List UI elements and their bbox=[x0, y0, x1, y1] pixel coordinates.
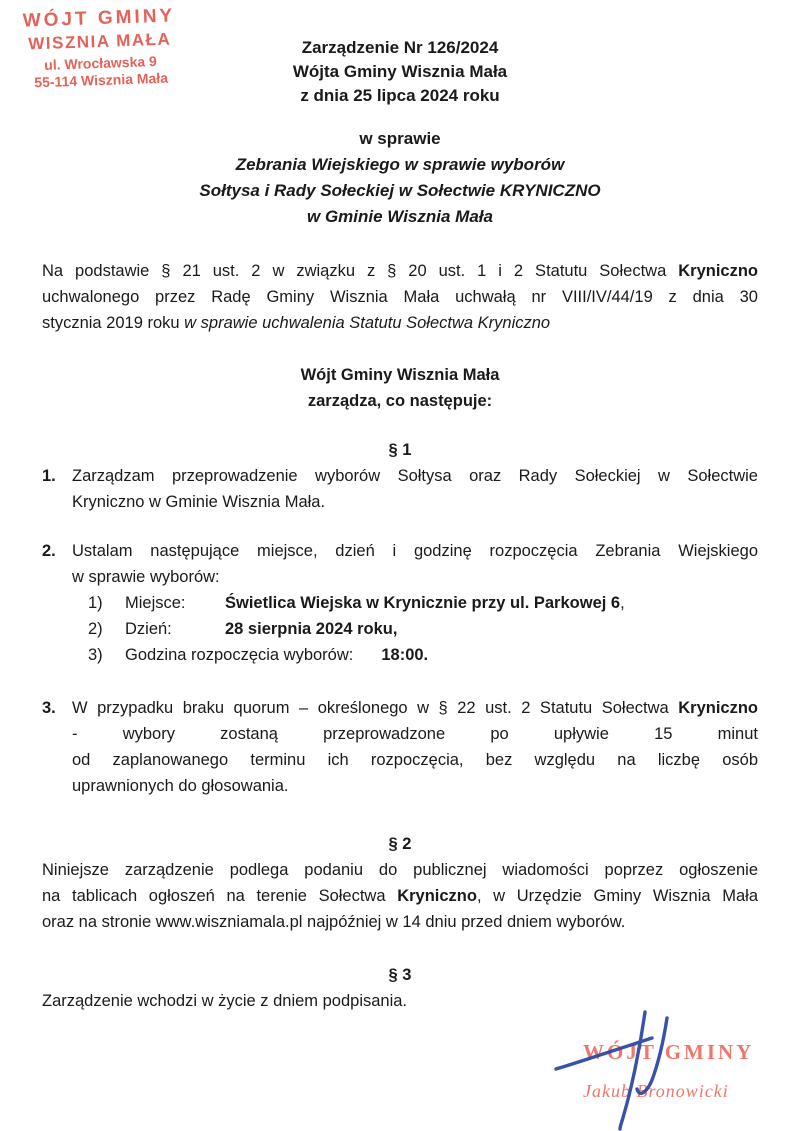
signature-stamp-title: WÓJT GMINY bbox=[583, 1040, 755, 1064]
paragraph-text-bold: Kryniczno bbox=[678, 699, 758, 717]
paragraph-text: na tablicach ogłoszeń na terenie Sołectwa bbox=[42, 887, 386, 905]
sub-item-number: 1) bbox=[88, 594, 103, 612]
document-subject bbox=[42, 126, 758, 230]
list-item-text bbox=[72, 463, 758, 515]
sub-item-label: Godzina rozpoczęcia wyborów: bbox=[125, 646, 354, 664]
paragraph-line: uprawnionych do głosowania. bbox=[72, 777, 289, 795]
order-heading bbox=[42, 362, 758, 414]
list-item-text bbox=[72, 695, 758, 799]
stamp-line: ul. Wrocławska 9 bbox=[43, 53, 158, 74]
paragraph-line: uchwalonego przez Radę Gminy Wisznia Mała uchwałą nr VIII/IV/44/19 z dnia 30 bbox=[42, 288, 758, 306]
list-item-number: 1. bbox=[42, 467, 56, 485]
subject-line: Sołtysa i Rady Sołeckiej w Sołectwie KRYNICZNO bbox=[199, 181, 601, 200]
subject-line: Zebrania Wiejskiego w sprawie wyborów bbox=[235, 155, 565, 174]
paragraph-line: Ustalam następujące miejsce, dzień i godzinę rozpoczęcia Zebrania Wiejskiego bbox=[72, 542, 758, 560]
sub-item-value-bold: 18:00. bbox=[381, 646, 429, 664]
paragraph-text: Na podstawie § 21 ust. 2 w związku z § 20 ust. 1 i 2 Statutu Sołectwa bbox=[42, 262, 667, 280]
title-line: Zarządzenie Nr 126/2024 bbox=[301, 38, 499, 57]
sub-item-value bbox=[381, 642, 428, 668]
paragraph-line: w sprawie wyborów: bbox=[72, 568, 220, 586]
sub-item-value-bold: 28 sierpnia 2024 roku, bbox=[225, 620, 398, 638]
section-3-heading: § 3 bbox=[388, 966, 412, 984]
sub-item-day bbox=[88, 616, 758, 642]
paragraph-line: oraz na stronie www.wiszniamala.pl najpóźniej w 14 dniu przed dniem wyborów. bbox=[42, 913, 626, 931]
paragraph-text: stycznia 2019 roku bbox=[42, 314, 180, 332]
subject-line: w Gminie Wisznia Mała bbox=[307, 207, 493, 226]
paragraph-line bbox=[42, 883, 758, 909]
sub-item-value-bold: Świetlica Wiejska w Krynicznie przy ul. Parkowej 6 bbox=[225, 594, 621, 612]
paragraph-text-bold: Kryniczno bbox=[678, 262, 758, 280]
paragraph-line bbox=[72, 695, 758, 721]
title-line: z dnia 25 lipca 2024 roku bbox=[300, 86, 500, 105]
list-item-number: 3. bbox=[42, 699, 56, 717]
list-item-text bbox=[72, 538, 758, 590]
sub-item-label: Dzień: bbox=[125, 620, 172, 638]
list-item-1 bbox=[42, 463, 758, 515]
order-heading-line: Wójt Gminy Wisznia Mała bbox=[300, 366, 500, 384]
paragraph-line: od zaplanowanego terminu ich rozpoczęcia, bez względu na liczbę osób bbox=[72, 751, 758, 769]
sub-item-label: Miejsce: bbox=[125, 594, 186, 612]
sub-item-suffix: , bbox=[620, 594, 625, 612]
sub-item-number: 2) bbox=[88, 620, 103, 638]
sub-item-place bbox=[88, 590, 758, 616]
paragraph-line bbox=[42, 258, 758, 284]
list-item-3 bbox=[42, 695, 758, 799]
paragraph-text: , w Urzędzie Gminy Wisznia Mała bbox=[476, 887, 758, 905]
paragraph-line: Niniejsze zarządzenie podlega podaniu do publicznej wiadomości poprzez ogłoszenie bbox=[42, 861, 758, 879]
paragraph-line: - wybory zostaną przeprowadzone po upływie 15 minut bbox=[72, 725, 758, 743]
order-heading-line: zarządza, co następuje: bbox=[307, 392, 493, 410]
sub-item-number: 3) bbox=[88, 646, 103, 664]
paragraph-line: Zarządzam przeprowadzenie wyborów Sołtysa oraz Rady Sołeckiej w Sołectwie bbox=[72, 467, 758, 485]
stamp-line: WÓJT GMINY bbox=[22, 5, 176, 32]
paragraph-text: W przypadku braku quorum – określonego w § 22 ust. 2 Statutu Sołectwa bbox=[72, 699, 669, 717]
sub-item-value bbox=[225, 616, 397, 642]
title-line: Wójta Gminy Wisznia Mała bbox=[292, 62, 508, 81]
section-2-heading: § 2 bbox=[388, 835, 412, 853]
office-address-stamp bbox=[7, 5, 194, 92]
sub-item-hour bbox=[88, 642, 758, 668]
handwritten-signature bbox=[540, 1002, 710, 1131]
paragraph-text-bold: Kryniczno bbox=[397, 887, 477, 905]
paragraph-line: Kryniczno w Gminie Wisznia Mała. bbox=[72, 493, 326, 511]
subject-intro: w sprawie bbox=[359, 129, 441, 148]
section-2-paragraph bbox=[42, 857, 758, 935]
section-3-paragraph: Zarządzenie wchodzi w życie z dniem podpisania. bbox=[42, 992, 408, 1010]
sub-item-value bbox=[225, 590, 625, 616]
list-item-number: 2. bbox=[42, 542, 56, 560]
legal-basis-paragraph bbox=[42, 258, 758, 336]
stamp-line: WISZNIA MAŁA bbox=[27, 29, 172, 54]
paragraph-line bbox=[42, 310, 758, 336]
paragraph-text-italic: w sprawie uchwalenia Statutu Sołectwa Kryniczno bbox=[184, 314, 551, 332]
list-item-2 bbox=[42, 538, 758, 590]
section-1-heading: § 1 bbox=[388, 441, 412, 459]
stamp-line: 55-114 Wisznia Mała bbox=[34, 70, 169, 91]
signature-stamp-name: Jakub Bronowicki bbox=[583, 1081, 729, 1101]
